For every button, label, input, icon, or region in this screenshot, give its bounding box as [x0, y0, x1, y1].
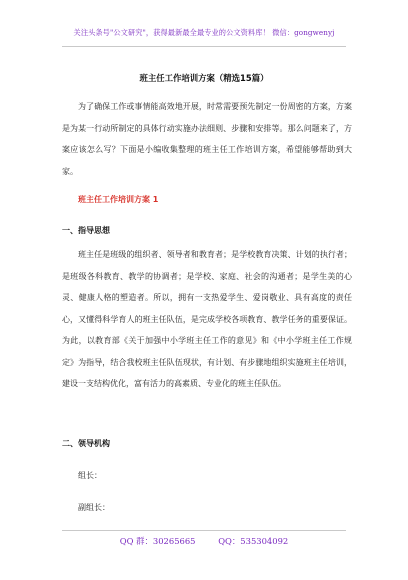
header-banner: 关注头条号"公文研究"，获得最新最全最专业的公文资料库！ 微信：gongwenyj — [73, 28, 335, 37]
footer-qq-group: QQ 群：30265665 — [119, 536, 196, 546]
section-title: 班主任工作培训方案 1 — [78, 195, 159, 204]
header-divider — [62, 46, 346, 47]
footer-contacts — [0, 535, 408, 547]
document-title: 班主任工作培训方案（精选15篇） — [139, 73, 269, 83]
heading-guiding-ideology: 一、指导思想 — [62, 226, 110, 235]
footer-divider — [62, 530, 346, 531]
body-paragraph: 班主任是班级的组织者、领导者和教育者；是学校教育决策、计划的执行者；是班级各科教育、教学的协调者；是学校、家庭、社会的沟通者；是学生美的心灵、健康人格的塑造者。所以，拥有一支热爱学生、爱岗敬业、具有高度的责任心，又懂得科学育人的班主任队伍，是完成学校各项教育、教学任务的重要保证。为此，以教育部《关于加强中小学班主任工作的意见》和《中小学班主任工作规定》为指导，结合我校班主任队伍现状，有计划、有步骤地组织实施班主任培训，建设一支结构优化，富有活力的高素质、专业化的班主任队伍。 — [62, 250, 352, 388]
field-leader: 组长： — [78, 471, 102, 480]
heading-leadership: 二、领导机构 — [62, 439, 110, 448]
field-deputy-leader: 副组长： — [78, 503, 110, 512]
intro-paragraph: 为了确保工作或事情能高效地开展，时常需要预先制定一份周密的方案，方案是为某一行动所制定的具体行动实施办法细则、步骤和安排等。那么问题来了，方案应该怎么写？下面是小编收集整理的班主任工作培训方案，希望能够帮助到大家。 — [62, 102, 352, 176]
footer-qq: QQ：535304092 — [218, 536, 289, 546]
